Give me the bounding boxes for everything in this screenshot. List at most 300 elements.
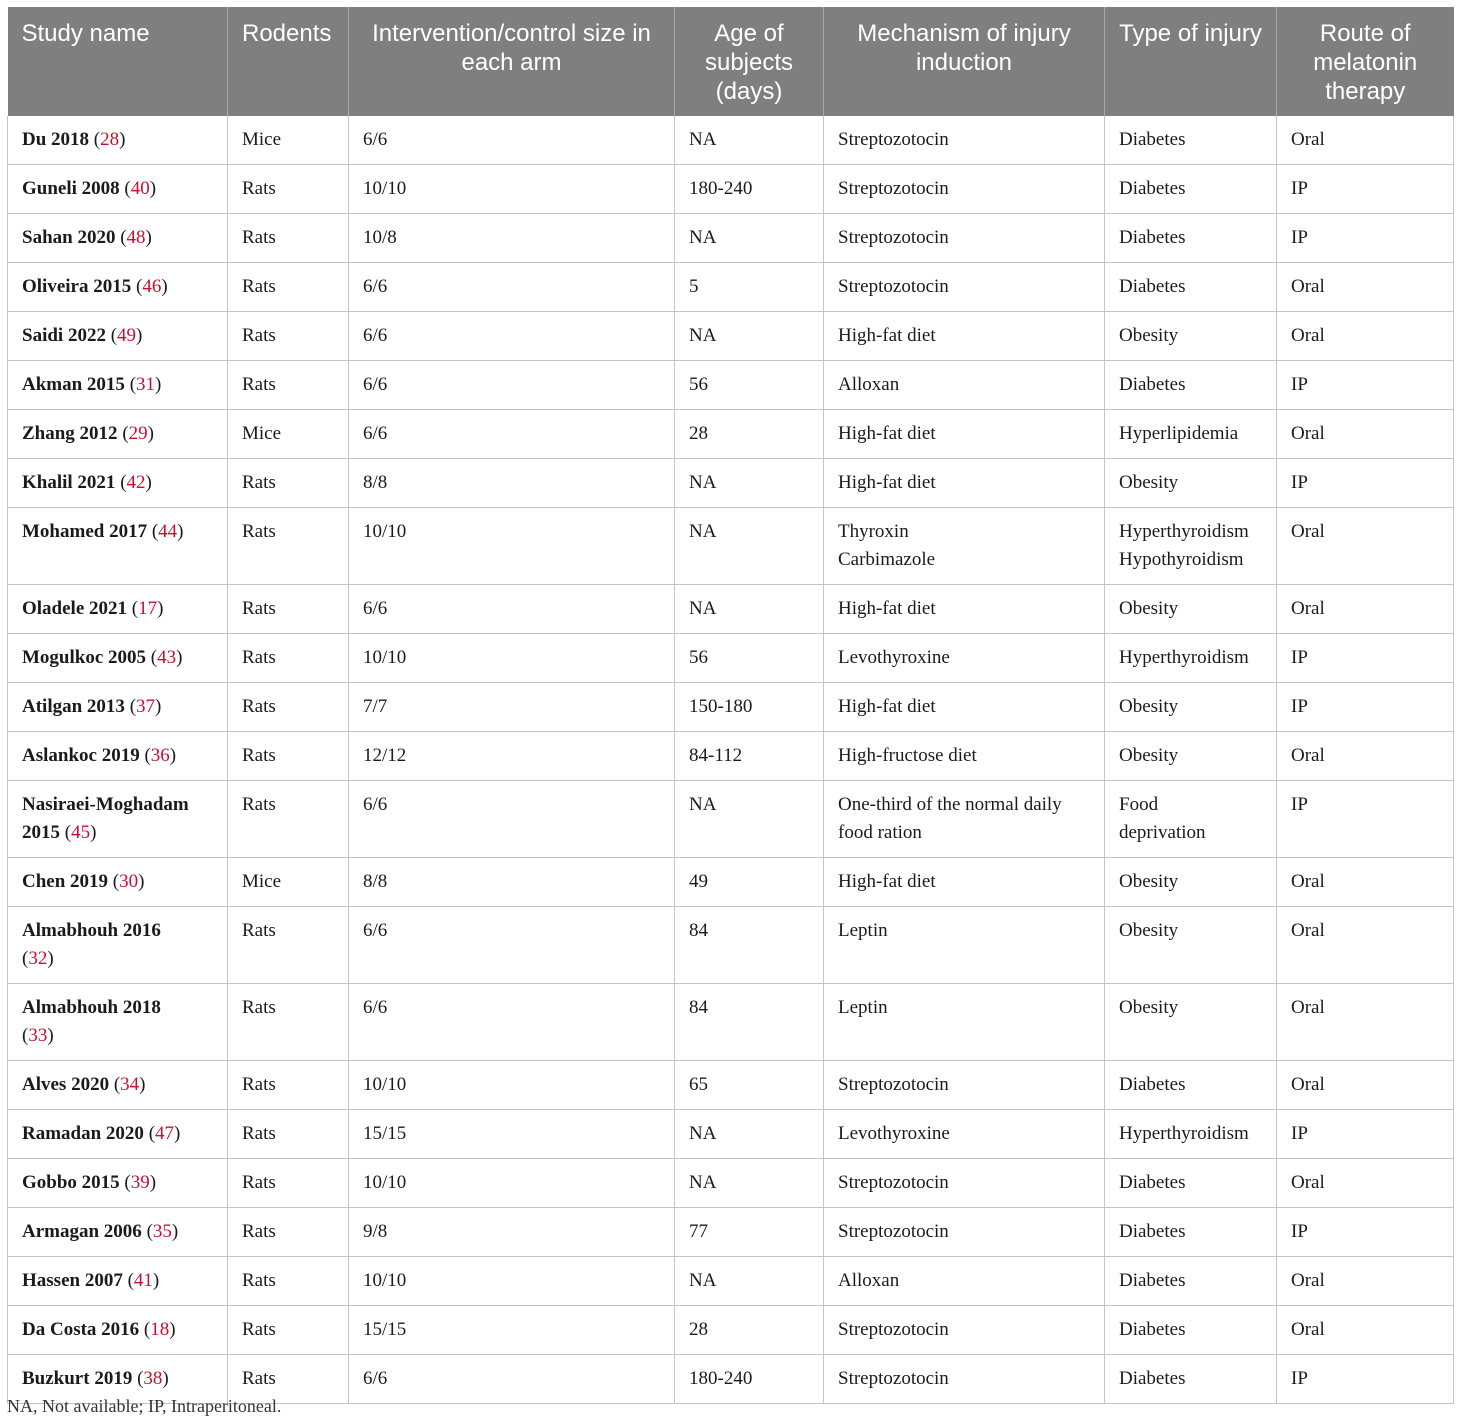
study-name-line — [22, 1316, 213, 1344]
injury-type-line: Diabetes — [1119, 227, 1186, 248]
injury-type-cell — [1105, 263, 1277, 312]
study-name-text: Almabhouh 2016 — [22, 920, 161, 941]
injury-type-cell — [1105, 683, 1277, 732]
ref-close-paren: ) — [90, 822, 97, 843]
reference-link[interactable]: 43 — [157, 647, 177, 668]
mechanism-cell — [824, 165, 1105, 214]
study-name-line — [22, 595, 213, 623]
mechanism-line: Streptozotocin — [838, 1221, 949, 1242]
mechanism-cell — [824, 1208, 1105, 1257]
ref-close-paren: ) — [176, 647, 183, 668]
arm-size-cell: 15/15 — [349, 1306, 675, 1355]
injury-type-line: Diabetes — [1119, 178, 1186, 199]
mechanism-cell — [824, 732, 1105, 781]
table-row — [8, 361, 1454, 410]
route-cell: Oral — [1277, 858, 1454, 907]
age-cell: NA — [675, 508, 824, 585]
mechanism-line: High-fat diet — [838, 598, 936, 619]
header-row — [8, 7, 1454, 116]
study-name-text: 2015 — [22, 822, 60, 843]
study-name-cell — [8, 1061, 228, 1110]
injury-type-line: Obesity — [1119, 598, 1179, 619]
mechanism-line: Leptin — [838, 997, 888, 1018]
injury-type-line: Obesity — [1119, 325, 1179, 346]
study-name-cell — [8, 984, 228, 1061]
ref-open-paren: ( — [148, 1123, 156, 1144]
mechanism-cell — [824, 858, 1105, 907]
study-name-cell — [8, 410, 228, 459]
injury-type-cell — [1105, 312, 1277, 361]
ref-open-paren: ( — [146, 1221, 153, 1242]
ref-open-paren: ( — [143, 1319, 151, 1340]
mechanism-cell — [824, 263, 1105, 312]
injury-type-cell — [1105, 459, 1277, 508]
column-header: Age of subjects (days) — [675, 7, 824, 116]
study-name-line — [22, 791, 213, 819]
route-cell: IP — [1277, 1355, 1454, 1404]
age-cell: 28 — [675, 410, 824, 459]
table-row — [8, 410, 1454, 459]
injury-type-line: Diabetes — [1119, 129, 1186, 150]
reference-link[interactable]: 17 — [138, 598, 158, 619]
ref-open-paren: ( — [22, 948, 29, 969]
age-cell: NA — [675, 116, 824, 165]
rodents-cell: Rats — [228, 361, 349, 410]
injury-type-cell — [1105, 165, 1277, 214]
mechanism-cell — [824, 907, 1105, 984]
table-row — [8, 984, 1454, 1061]
ref-close-paren: ) — [169, 1319, 176, 1340]
arm-size-cell: 6/6 — [349, 585, 675, 634]
reference-link[interactable]: 40 — [130, 178, 150, 199]
reference-link[interactable]: 39 — [130, 1172, 150, 1193]
study-name-text: Oladele 2021 — [22, 598, 128, 619]
route-cell: Oral — [1277, 585, 1454, 634]
mechanism-line: food ration — [838, 822, 922, 843]
age-cell: NA — [675, 1159, 824, 1208]
age-cell: NA — [675, 1110, 824, 1159]
study-name-text: Atilgan 2013 — [22, 696, 125, 717]
ref-open-paren: ( — [135, 276, 143, 297]
injury-type-line: Diabetes — [1119, 1319, 1186, 1340]
study-name-text: Mohamed 2017 — [22, 521, 148, 542]
ref-open-paren: ( — [127, 1270, 134, 1291]
injury-type-cell — [1105, 732, 1277, 781]
reference-link[interactable]: 31 — [136, 374, 156, 395]
age-cell: 180-240 — [675, 1355, 824, 1404]
age-cell: 84-112 — [675, 732, 824, 781]
study-name-line — [22, 1267, 213, 1295]
ref-close-paren: ) — [47, 948, 54, 969]
mechanism-line: High-fat diet — [838, 696, 936, 717]
mechanism-cell — [824, 1257, 1105, 1306]
route-cell: Oral — [1277, 410, 1454, 459]
injury-type-cell — [1105, 1355, 1277, 1404]
route-cell: Oral — [1277, 508, 1454, 585]
study-name-line — [22, 742, 213, 770]
mechanism-cell — [824, 312, 1105, 361]
ref-close-paren: ) — [174, 1123, 181, 1144]
arm-size-cell: 6/6 — [349, 312, 675, 361]
mechanism-line: Streptozotocin — [838, 227, 949, 248]
injury-type-cell — [1105, 585, 1277, 634]
arm-size-cell: 6/6 — [349, 907, 675, 984]
study-name-cell — [8, 781, 228, 858]
mechanism-line: Leptin — [838, 920, 888, 941]
mechanism-cell — [824, 459, 1105, 508]
injury-type-cell — [1105, 410, 1277, 459]
age-cell: 150-180 — [675, 683, 824, 732]
reference-link[interactable]: 29 — [128, 423, 148, 444]
ref-close-paren: ) — [157, 598, 164, 619]
table-row — [8, 683, 1454, 732]
mechanism-cell — [824, 781, 1105, 858]
ref-open-paren: ( — [120, 472, 127, 493]
study-name-text: Oliveira 2015 — [22, 276, 132, 297]
table-row — [8, 732, 1454, 781]
rodents-cell: Mice — [228, 858, 349, 907]
reference-link[interactable]: 46 — [142, 276, 162, 297]
study-name-line — [22, 1120, 213, 1148]
table-header — [8, 7, 1454, 116]
age-cell: 180-240 — [675, 165, 824, 214]
route-cell: IP — [1277, 214, 1454, 263]
route-cell: Oral — [1277, 1257, 1454, 1306]
column-header: Route of melatonin therapy — [1277, 7, 1454, 116]
table-row — [8, 781, 1454, 858]
mechanism-line: Streptozotocin — [838, 129, 949, 150]
study-name-line — [22, 371, 213, 399]
injury-type-cell — [1105, 1061, 1277, 1110]
study-name-line — [22, 644, 213, 672]
reference-link[interactable]: 30 — [119, 871, 139, 892]
arm-size-cell: 8/8 — [349, 459, 675, 508]
study-name-text: Zhang 2012 — [22, 423, 118, 444]
mechanism-cell — [824, 683, 1105, 732]
injury-type-line: Obesity — [1119, 871, 1179, 892]
mechanism-cell — [824, 984, 1105, 1061]
ref-open-paren: ( — [129, 696, 137, 717]
study-name-text: Du 2018 — [22, 129, 90, 150]
reference-link[interactable]: 33 — [28, 1025, 48, 1046]
reference-link[interactable]: 32 — [28, 948, 48, 969]
injury-type-line: Hyperthyroidism — [1119, 1123, 1249, 1144]
reference-link[interactable]: 45 — [71, 822, 91, 843]
mechanism-line: Streptozotocin — [838, 1319, 949, 1340]
injury-type-line: Hyperthyroidism — [1119, 521, 1249, 542]
injury-type-line: Diabetes — [1119, 1074, 1186, 1095]
injury-type-line: Diabetes — [1119, 1172, 1186, 1193]
injury-type-cell — [1105, 858, 1277, 907]
study-name-text: Almabhouh 2018 — [22, 997, 161, 1018]
injury-type-line: Obesity — [1119, 920, 1179, 941]
age-cell: 49 — [675, 858, 824, 907]
arm-size-cell: 10/10 — [349, 1061, 675, 1110]
arm-size-cell: 6/6 — [349, 116, 675, 165]
reference-link[interactable]: 41 — [133, 1270, 153, 1291]
injury-type-line: Hyperlipidemia — [1119, 423, 1239, 444]
mechanism-line: High-fat diet — [838, 325, 936, 346]
injury-type-cell — [1105, 116, 1277, 165]
ref-close-paren: ) — [155, 374, 162, 395]
table-row — [8, 312, 1454, 361]
study-name-cell — [8, 165, 228, 214]
route-cell: IP — [1277, 1110, 1454, 1159]
mechanism-line: Streptozotocin — [838, 1074, 949, 1095]
injury-type-line: Hypothyroidism — [1119, 549, 1244, 570]
arm-size-cell: 7/7 — [349, 683, 675, 732]
ref-close-paren: ) — [177, 521, 184, 542]
ref-open-paren: ( — [110, 325, 118, 346]
study-name-text: Chen 2019 — [22, 871, 109, 892]
injury-type-cell — [1105, 1110, 1277, 1159]
route-cell: Oral — [1277, 1061, 1454, 1110]
injury-type-line: Food — [1119, 794, 1159, 815]
study-name-line — [22, 322, 213, 350]
study-name-cell — [8, 1306, 228, 1355]
injury-type-line: Diabetes — [1119, 1221, 1186, 1242]
reference-link[interactable]: 34 — [120, 1074, 140, 1095]
ref-open-paren: ( — [64, 822, 72, 843]
mechanism-line: Streptozotocin — [838, 276, 949, 297]
column-header: Intervention/control size in each arm — [349, 7, 675, 116]
study-name-line — [22, 917, 213, 945]
study-name-line — [22, 945, 213, 973]
reference-link[interactable]: 38 — [143, 1368, 163, 1389]
study-name-line — [22, 518, 213, 546]
study-name-line — [22, 420, 213, 448]
mechanism-cell — [824, 508, 1105, 585]
ref-close-paren: ) — [162, 1368, 169, 1389]
table-row — [8, 1257, 1454, 1306]
mechanism-cell — [824, 361, 1105, 410]
age-cell: 56 — [675, 634, 824, 683]
mechanism-line: Streptozotocin — [838, 1172, 949, 1193]
reference-link[interactable]: 36 — [150, 745, 170, 766]
reference-link[interactable]: 48 — [126, 227, 146, 248]
study-name-line — [22, 868, 213, 896]
ref-close-paren: ) — [145, 227, 152, 248]
table-body — [8, 116, 1454, 1404]
injury-type-cell — [1105, 1208, 1277, 1257]
mechanism-line: Carbimazole — [838, 549, 936, 570]
study-name-line — [22, 126, 213, 154]
column-header: Type of injury — [1105, 7, 1277, 116]
injury-type-cell — [1105, 1306, 1277, 1355]
route-cell: Oral — [1277, 263, 1454, 312]
reference-link[interactable]: 44 — [158, 521, 178, 542]
study-name-text: Guneli 2008 — [22, 178, 120, 199]
study-name-text: Da Costa 2016 — [22, 1319, 140, 1340]
age-cell: NA — [675, 781, 824, 858]
arm-size-cell: 10/10 — [349, 634, 675, 683]
injury-type-line: Obesity — [1119, 997, 1179, 1018]
injury-type-cell — [1105, 781, 1277, 858]
ref-close-paren: ) — [171, 1221, 179, 1242]
ref-close-paren: ) — [149, 178, 157, 199]
reference-link[interactable]: 18 — [150, 1319, 170, 1340]
route-cell: IP — [1277, 165, 1454, 214]
reference-link[interactable]: 37 — [136, 696, 156, 717]
column-header: Mechanism of injury induction — [824, 7, 1105, 116]
ref-open-paren: ( — [113, 1074, 121, 1095]
mechanism-line: Thyroxin — [838, 521, 909, 542]
table-row — [8, 459, 1454, 508]
arm-size-cell: 10/8 — [349, 214, 675, 263]
study-name-cell — [8, 907, 228, 984]
rodents-cell: Rats — [228, 214, 349, 263]
ref-close-paren: ) — [147, 423, 154, 444]
study-name-cell — [8, 634, 228, 683]
column-header: Study name — [8, 7, 228, 116]
injury-type-line: Obesity — [1119, 472, 1179, 493]
table-row — [8, 263, 1454, 312]
ref-close-paren: ) — [155, 696, 162, 717]
injury-type-line: Obesity — [1119, 696, 1179, 717]
arm-size-cell: 6/6 — [349, 263, 675, 312]
table-row — [8, 1159, 1454, 1208]
study-name-line — [22, 994, 213, 1022]
rodents-cell: Rats — [228, 1061, 349, 1110]
ref-close-paren: ) — [139, 1074, 146, 1095]
mechanism-line: Alloxan — [838, 374, 900, 395]
injury-type-cell — [1105, 634, 1277, 683]
arm-size-cell: 8/8 — [349, 858, 675, 907]
study-name-text: Khalil 2021 — [22, 472, 116, 493]
rodents-cell: Rats — [228, 1159, 349, 1208]
study-name-text: Alves 2020 — [22, 1074, 110, 1095]
reference-link[interactable]: 28 — [100, 129, 120, 150]
mechanism-line: High-fat diet — [838, 472, 936, 493]
route-cell: IP — [1277, 781, 1454, 858]
study-name-line — [22, 1169, 213, 1197]
table-row — [8, 634, 1454, 683]
reference-link[interactable]: 35 — [152, 1221, 172, 1242]
study-name-cell — [8, 361, 228, 410]
injury-type-cell — [1105, 508, 1277, 585]
ref-open-paren: ( — [124, 1172, 131, 1193]
mechanism-line: High-fat diet — [838, 871, 936, 892]
injury-type-line: Diabetes — [1119, 374, 1186, 395]
arm-size-cell: 6/6 — [349, 984, 675, 1061]
ref-open-paren: ( — [93, 129, 101, 150]
reference-link[interactable]: 42 — [126, 472, 146, 493]
age-cell: NA — [675, 214, 824, 263]
table-row — [8, 165, 1454, 214]
table-row — [8, 907, 1454, 984]
column-header: Rodents — [228, 7, 349, 116]
table-row — [8, 858, 1454, 907]
study-name-cell — [8, 508, 228, 585]
rodents-cell: Rats — [228, 508, 349, 585]
route-cell: Oral — [1277, 116, 1454, 165]
study-name-line — [22, 469, 213, 497]
table-row — [8, 1208, 1454, 1257]
mechanism-cell — [824, 1110, 1105, 1159]
route-cell: Oral — [1277, 907, 1454, 984]
ref-close-paren: ) — [136, 325, 143, 346]
injury-type-line: deprivation — [1119, 822, 1206, 843]
injury-type-line: Diabetes — [1119, 1368, 1186, 1389]
route-cell: Oral — [1277, 732, 1454, 781]
age-cell: NA — [675, 312, 824, 361]
ref-open-paren: ( — [120, 227, 127, 248]
route-cell: Oral — [1277, 984, 1454, 1061]
rodents-cell: Rats — [228, 585, 349, 634]
route-cell: IP — [1277, 459, 1454, 508]
rodents-cell: Rats — [228, 683, 349, 732]
rodents-cell: Rats — [228, 459, 349, 508]
study-name-line — [22, 273, 213, 301]
arm-size-cell: 6/6 — [349, 781, 675, 858]
ref-close-paren: ) — [138, 871, 145, 892]
mechanism-line: Streptozotocin — [838, 178, 949, 199]
reference-link[interactable]: 49 — [117, 325, 137, 346]
table-row — [8, 1110, 1454, 1159]
ref-open-paren: ( — [122, 423, 129, 444]
table-row — [8, 1061, 1454, 1110]
table-row — [8, 1306, 1454, 1355]
table-row — [8, 585, 1454, 634]
rodents-cell: Rats — [228, 732, 349, 781]
reference-link[interactable]: 47 — [155, 1123, 175, 1144]
study-name-text: Armagan 2006 — [22, 1221, 142, 1242]
study-name-text: Gobbo 2015 — [22, 1172, 120, 1193]
rodents-cell: Rats — [228, 1110, 349, 1159]
route-cell: IP — [1277, 683, 1454, 732]
injury-type-line: Hyperthyroidism — [1119, 647, 1249, 668]
age-cell: 65 — [675, 1061, 824, 1110]
study-name-line — [22, 1365, 213, 1393]
arm-size-cell: 6/6 — [349, 1355, 675, 1404]
ref-open-paren: ( — [22, 1025, 29, 1046]
rodents-cell: Rats — [228, 1306, 349, 1355]
injury-type-cell — [1105, 361, 1277, 410]
age-cell: 84 — [675, 907, 824, 984]
age-cell: 56 — [675, 361, 824, 410]
ref-close-paren: ) — [149, 1172, 157, 1193]
route-cell: IP — [1277, 361, 1454, 410]
injury-type-cell — [1105, 1159, 1277, 1208]
ref-open-paren: ( — [112, 871, 120, 892]
mechanism-cell — [824, 1306, 1105, 1355]
studies-table — [7, 7, 1454, 1404]
arm-size-cell: 10/10 — [349, 1159, 675, 1208]
study-name-line — [22, 224, 213, 252]
rodents-cell: Rats — [228, 1208, 349, 1257]
table-row — [8, 214, 1454, 263]
mechanism-line: Streptozotocin — [838, 1368, 949, 1389]
ref-close-paren: ) — [169, 745, 177, 766]
rodents-cell: Rats — [228, 1355, 349, 1404]
mechanism-line: High-fat diet — [838, 423, 936, 444]
rodents-cell: Mice — [228, 410, 349, 459]
study-name-cell — [8, 312, 228, 361]
study-name-text: Sahan 2020 — [22, 227, 116, 248]
mechanism-cell — [824, 214, 1105, 263]
study-name-cell — [8, 1257, 228, 1306]
age-cell: NA — [675, 585, 824, 634]
injury-type-line: Obesity — [1119, 745, 1179, 766]
mechanism-cell — [824, 410, 1105, 459]
study-name-cell — [8, 585, 228, 634]
study-name-line — [22, 1218, 213, 1246]
mechanism-line: Alloxan — [838, 1270, 900, 1291]
study-name-text: Mogulkoc 2005 — [22, 647, 147, 668]
ref-close-paren: ) — [161, 276, 168, 297]
rodents-cell: Rats — [228, 907, 349, 984]
rodents-cell: Rats — [228, 1257, 349, 1306]
